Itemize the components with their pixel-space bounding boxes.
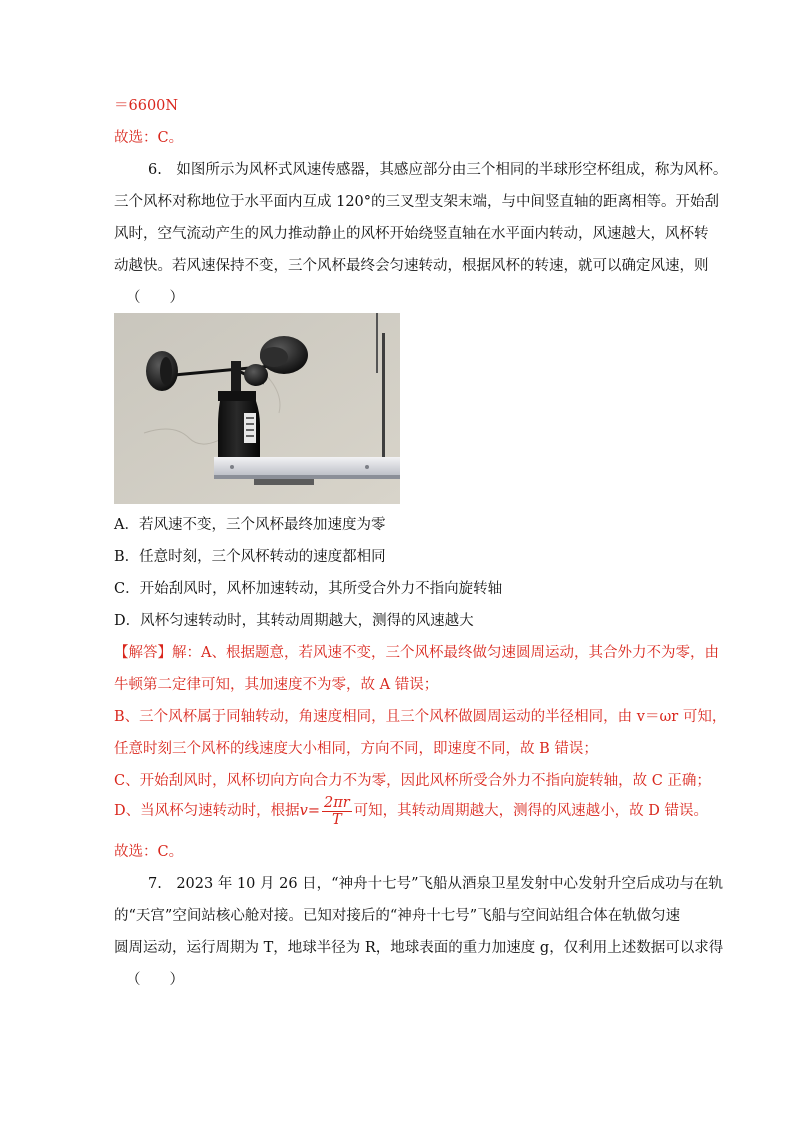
formula-v: v xyxy=(299,803,308,819)
q7-blank: （ ） xyxy=(126,972,184,988)
q7-stem-line2: 的“天宫”空间站核心舱对接。已知对接后的“神舟十七号”飞船与空间站组合体在轨做匀速 xyxy=(114,908,681,924)
answer-d-suffix: 可知，其转动周期越大，测得的风速越小，故 D 错误。 xyxy=(353,803,709,819)
q6-option-a: A．若风速不变，三个风杯最终加速度为零 xyxy=(114,517,386,533)
q7-stem-line3: 圆周运动，运行周期为 T，地球半径为 R，地球表面的重力加速度 g，仅利用上述数据可以求得 xyxy=(114,940,724,956)
answer-d-prefix: D、当风杯匀速转动时，根据 xyxy=(114,803,300,819)
result-line: ＝6600N xyxy=(114,98,179,114)
answer-d xyxy=(114,794,708,828)
answer-b-line2: 任意时刻三个风杯的线速度大小相同，方向不同，即速度不同，故 B 错误； xyxy=(114,741,598,757)
formula-fraction xyxy=(322,795,352,828)
q6-stem-line1: 6. 如图所示为风杯式风速传感器，其感应部分由三个相同的半球形空杯组成，称为风杯。 xyxy=(148,162,728,178)
q6-option-d: D．风杯匀速转动时，其转动周期越大，测得的风速越大 xyxy=(114,613,474,629)
answer-c: C、开始刮风时，风杯切向方向合力不为零，因此风杯所受合外力不指向旋转轴，故 C 正确； xyxy=(114,773,711,789)
q6-stem-line2: 三个风杯对称地位于水平面内互成 120°的三叉型支架末端，与中间竖直轴的距离相等。开始刮 xyxy=(114,194,720,210)
anemometer-photo xyxy=(114,313,400,504)
fraction-numerator: 2πr xyxy=(323,794,350,811)
q6-blank: （ ） xyxy=(126,290,184,306)
answer-a-line2: 牛顿第二定律可知，其加速度不为零，故 A 错误； xyxy=(114,677,439,693)
q6-stem-line4: 动越快。若风速保持不变，三个风杯最终会匀速转动，根据风杯的转速，就可以确定风速，则 xyxy=(114,258,709,274)
final-choice: 故选：C。 xyxy=(114,844,184,860)
q6-option-c: C．开始刮风时，风杯加速转动，其所受合外力不指向旋转轴 xyxy=(114,581,503,597)
answer-b-line1: B、三个风杯属于同轴转动，角速度相同，且三个风杯做圆周运动的半径相同，由 v＝ωr 可知， xyxy=(114,709,727,725)
q7-stem-line1: 7. 2023 年 10 月 26 日，“神舟十七号”飞船从酒泉卫星发射中心发射升空后成功与在轨 xyxy=(148,876,724,892)
fraction-denominator: T xyxy=(331,811,342,828)
previous-choice: 故选：C。 xyxy=(114,130,184,146)
formula-equals: = xyxy=(307,803,320,819)
answer-a-line1: 【解答】解：A、根据题意，若风速不变，三个风杯最终做匀速圆周运动，其合外力不为零，由 xyxy=(114,645,719,661)
q6-option-b: B．任意时刻，三个风杯转动的速度都相同 xyxy=(114,549,386,565)
q6-stem-line3: 风时，空气流动产生的风力推动静止的风杯开始绕竖直轴在水平面内转动，风速越大，风杯转 xyxy=(114,226,709,242)
